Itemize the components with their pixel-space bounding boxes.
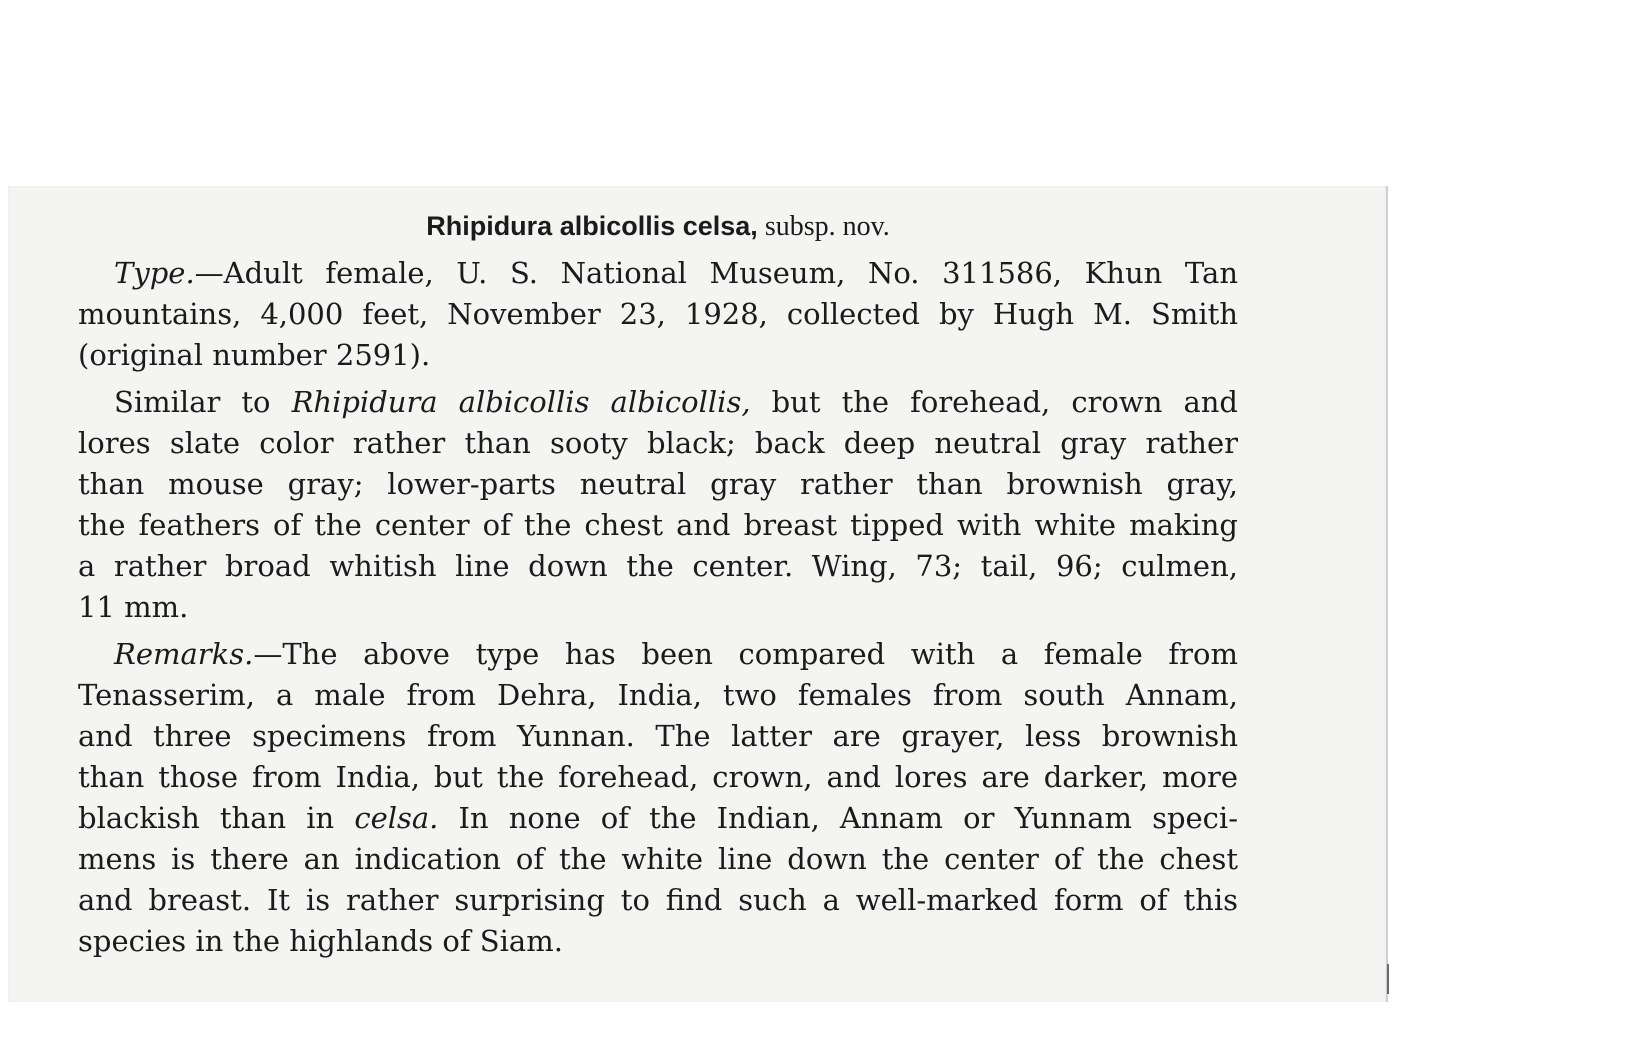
- remarks-paragraph: [78, 634, 1238, 962]
- description-line-1-post: but the forehead, crown and: [750, 385, 1238, 419]
- species-name: Rhipidura albicollis celsa,: [426, 211, 758, 241]
- remarks-line-6: mens is there an indication of the white line down the center of the chest: [78, 842, 1238, 876]
- remarks-line-5: [78, 798, 1238, 839]
- remarks-label: Remarks.: [114, 637, 254, 671]
- description-line-4: the feathers of the center of the chest and breast tipped with white making: [78, 508, 1238, 542]
- description-line-3: than mouse gray; lower-parts neutral gray rather than brownish gray,: [78, 467, 1238, 501]
- remarks-line-3: and three specimens from Yunnan. The latter are grayer, less brownish: [78, 719, 1238, 753]
- type-label: Type.: [114, 256, 195, 290]
- remarks-line-5-pre: blackish than in: [78, 801, 355, 835]
- type-line-2: mountains, 4,000 feet, November 23, 1928, collected by Hugh M. Smith: [78, 297, 1238, 331]
- type-line-1-text: —Adult female, U. S. National Museum, No. 311586, Khun Tan: [194, 256, 1238, 290]
- compared-species-name: Rhipidura albicollis albicollis,: [291, 385, 751, 419]
- species-status: subsp. nov.: [757, 211, 890, 242]
- remarks-line-4: than those from India, but the forehead, crown, and lores are darker, more: [78, 760, 1238, 794]
- description-line-6: 11 mm.: [78, 590, 189, 624]
- description-line-1-pre: Similar to: [114, 385, 292, 419]
- type-line-3: (original number 2591).: [78, 338, 431, 372]
- remarks-line-7: and breast. It is rather surprising to find such a well-marked form of this: [78, 883, 1238, 917]
- description-line-1: [78, 382, 1238, 423]
- article-clipping: [8, 186, 1388, 1002]
- article-text: [78, 206, 1238, 968]
- description-line-2: lores slate color rather than sooty black; back deep neutral gray rather: [78, 426, 1238, 460]
- description-line-5: a rather broad whitish line down the center. Wing, 73; tail, 96; culmen,: [78, 549, 1238, 583]
- type-line-1: [78, 253, 1238, 294]
- type-paragraph: [78, 253, 1238, 376]
- species-title: [78, 206, 1238, 247]
- remarks-line-5-post: In none of the Indian, Annam or Yunnam speci-: [438, 801, 1238, 835]
- remarks-line-1: [78, 634, 1238, 675]
- remarks-line-2: Tenasserim, a male from Dehra, India, two females from south Annam,: [78, 678, 1238, 712]
- remarks-line-8: species in the highlands of Siam.: [78, 924, 563, 958]
- remarks-line-1-text: —The above type has been compared with a female from: [253, 637, 1238, 671]
- subspecies-name: celsa.: [354, 801, 439, 835]
- description-paragraph: [78, 382, 1238, 628]
- paper-edge-mark: [1387, 964, 1389, 994]
